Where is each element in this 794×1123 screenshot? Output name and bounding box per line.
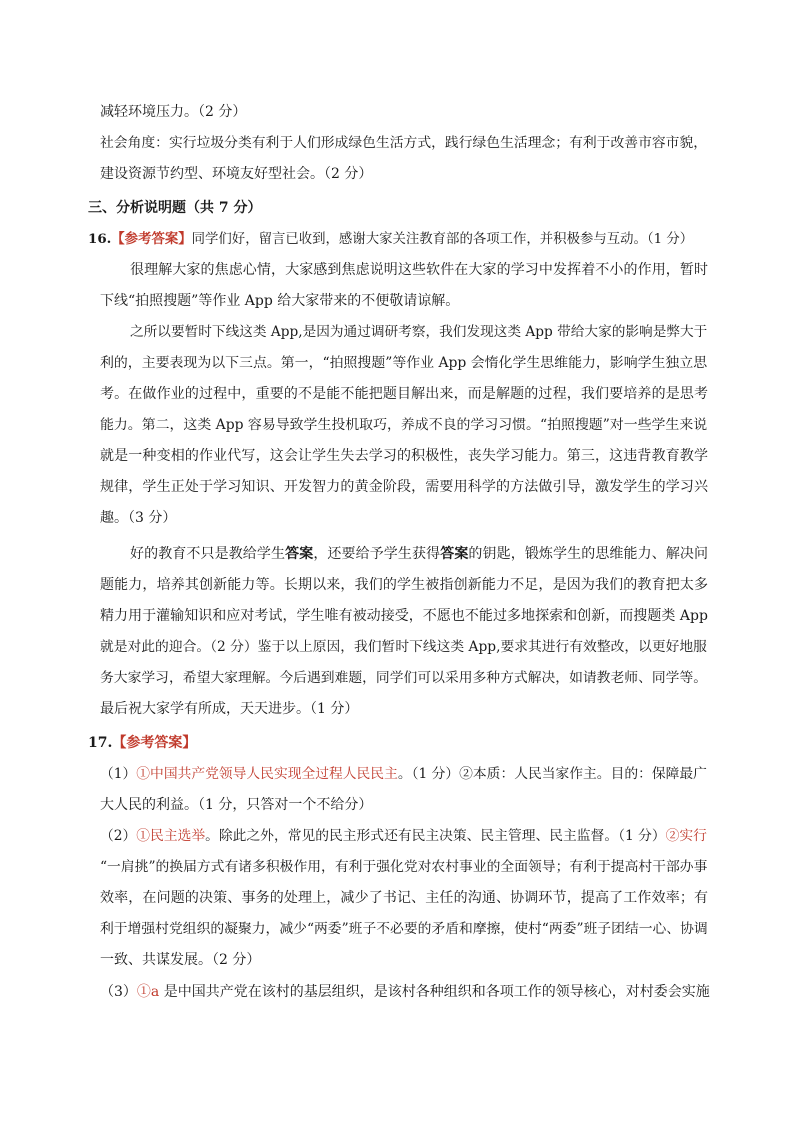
text-line bbox=[88, 229, 693, 250]
text-line bbox=[100, 668, 707, 688]
text-line bbox=[100, 764, 707, 784]
text-span: 答案 bbox=[285, 546, 314, 562]
text-span: “一肩挑”的换届方式有诸多积极作用，有利于强化党对农村事业的全面领导；有利于提高村干部办事 bbox=[100, 859, 708, 875]
text-span: 下线“拍照搜题”等作业 App 给大家带来的不便敬请谅解。 bbox=[100, 293, 460, 309]
text-span: 减轻环境压力。（2 分） bbox=[100, 104, 247, 120]
text-line bbox=[100, 415, 707, 435]
text-line bbox=[100, 508, 176, 528]
text-line bbox=[130, 322, 707, 342]
text-span: 效率，在问题的决策、事务的处理上，减少了书记、主任的沟通、协调环节，提高了工作效率；有 bbox=[100, 890, 709, 906]
text-span: 题能力，培养其创新能力等。长期以来，我们的学生被指创新能力不足，是因为我们的教育把太多 bbox=[100, 577, 709, 593]
highlighted-text: ①中国共产党领导人民实现全过程人民民主 bbox=[136, 766, 398, 782]
highlighted-text: ①a bbox=[136, 984, 160, 1000]
text-span: 务大家学习，希望大家理解。今后遇到难题，同学们可以采用多种方式解决，如请教老师、同学等。 bbox=[100, 670, 708, 686]
text-line bbox=[88, 733, 196, 753]
text-line bbox=[100, 919, 708, 939]
text-line bbox=[100, 699, 358, 719]
text-span: 建设资源节约型、环境友好型社会。（2 分） bbox=[100, 166, 373, 182]
text-line bbox=[100, 477, 708, 497]
answer-heading: 【参考答案】 bbox=[112, 735, 197, 751]
text-span: 利的，主要表现为以下三点。第一，“拍照搜题”等作业 App 会惰化学生思维能力，影响学生独立思 bbox=[100, 355, 708, 371]
text-span: （1） bbox=[100, 766, 137, 782]
text-span: 。（1 分）②本质：人民当家作主。目的：保障最广 bbox=[397, 766, 707, 782]
text-span: 一致、共谋发展。（2 分） bbox=[100, 952, 261, 968]
text-line bbox=[100, 291, 459, 311]
text-span: 最后祝大家学有所成，天天进步。（1 分） bbox=[100, 701, 359, 717]
text-line bbox=[100, 575, 708, 595]
text-line bbox=[100, 384, 708, 404]
text-span: 规律，学生正处于学习知识、开发智力的黄金阶段，需要用科学的方法做引导，激发学生的学习兴 bbox=[100, 479, 709, 495]
text-line bbox=[100, 795, 372, 815]
question-number: 16. bbox=[88, 231, 112, 247]
text-line bbox=[100, 606, 708, 626]
text-span: 三、分析说明题（共 7 分） bbox=[88, 200, 262, 216]
text-span: 考。在做作业的过程中，重要的不是能不能把题目解出来，而是解题的过程，我们要培养的是思考 bbox=[100, 386, 709, 402]
text-line bbox=[100, 133, 707, 153]
text-span: 答案 bbox=[440, 546, 469, 562]
question-number: 17. bbox=[88, 735, 113, 751]
text-line bbox=[100, 102, 246, 122]
text-span: 社会角度：实行垃圾分类有利于人们形成绿色生活方式，践行绿色生活理念；有利于改善市容市貌， bbox=[100, 135, 708, 151]
text-line bbox=[100, 888, 708, 908]
text-line bbox=[100, 857, 707, 877]
text-span: 大人民的利益。（1 分，只答对一个不给分） bbox=[100, 797, 373, 813]
text-span: 很理解大家的焦虑心情，大家感到焦虑说明这些软件在大家的学习中发挥着不小的作用，暂时 bbox=[130, 262, 709, 278]
text-line bbox=[88, 198, 262, 218]
text-line bbox=[130, 260, 708, 280]
text-span: （2） bbox=[100, 828, 137, 844]
text-span: 好的教育不只是教给学生 bbox=[130, 546, 286, 562]
text-line bbox=[100, 982, 710, 1002]
text-span: 的钥匙，锻炼学生的思维能力、解决问 bbox=[468, 546, 709, 562]
text-span: 精力用于灌输知识和应对考试，学生唯有被动接受，不愿也不能过多地探索和创新，而搜题类 App bbox=[100, 608, 709, 624]
text-line bbox=[100, 164, 372, 184]
text-span: 是中国共产党在该村的基层组织，是该村各种组织和各项工作的领导核心，对村委会实施 bbox=[159, 984, 710, 1000]
text-line bbox=[100, 826, 707, 846]
text-span: 。除此之外，常见的民主形式还有民主决策、民主管理、民主监督。（1 分） bbox=[205, 828, 666, 844]
text-span: 就是对此的迎合。（2 分）鉴于以上原因，我们暂时下线这类 App,要求其进行有效整改，以更好地服 bbox=[100, 639, 707, 655]
text-span: 同学们好，留言已收到，感谢大家关注教育部的各项工作，并积极参与互动。（1 分） bbox=[191, 232, 694, 247]
text-line bbox=[130, 544, 708, 564]
highlighted-text: ①民主选举 bbox=[136, 828, 206, 844]
text-line bbox=[100, 637, 707, 657]
text-line bbox=[100, 950, 260, 970]
answer-heading: 【参考答案】 bbox=[111, 231, 192, 247]
text-span: 趣。（3 分） bbox=[100, 510, 177, 526]
text-span: 之所以要暂时下线这类 App,是因为通过调研考察，我们发现这类 App 带给大家的影响是弊大于 bbox=[130, 324, 708, 340]
text-line bbox=[100, 446, 708, 466]
text-span: 利于增强村党组织的凝聚力，减少“两委”班子不必要的矛盾和摩擦，使村“两委”班子团结一心、协调 bbox=[100, 921, 708, 937]
text-span: 能力。第二，这类 App 容易导致学生投机取巧，养成不良的学习习惯。“拍照搜题”对一些学生来说 bbox=[100, 417, 708, 433]
text-span: （3） bbox=[100, 984, 137, 1000]
text-span: ，还要给予学生获得 bbox=[313, 546, 441, 562]
text-span: 就是一种变相的作业代写，这会让学生失去学习的积极性，丧失学习能力。第三，这违背教育教学 bbox=[100, 448, 709, 464]
text-line bbox=[100, 353, 707, 373]
highlighted-text: ②实行 bbox=[665, 828, 707, 844]
